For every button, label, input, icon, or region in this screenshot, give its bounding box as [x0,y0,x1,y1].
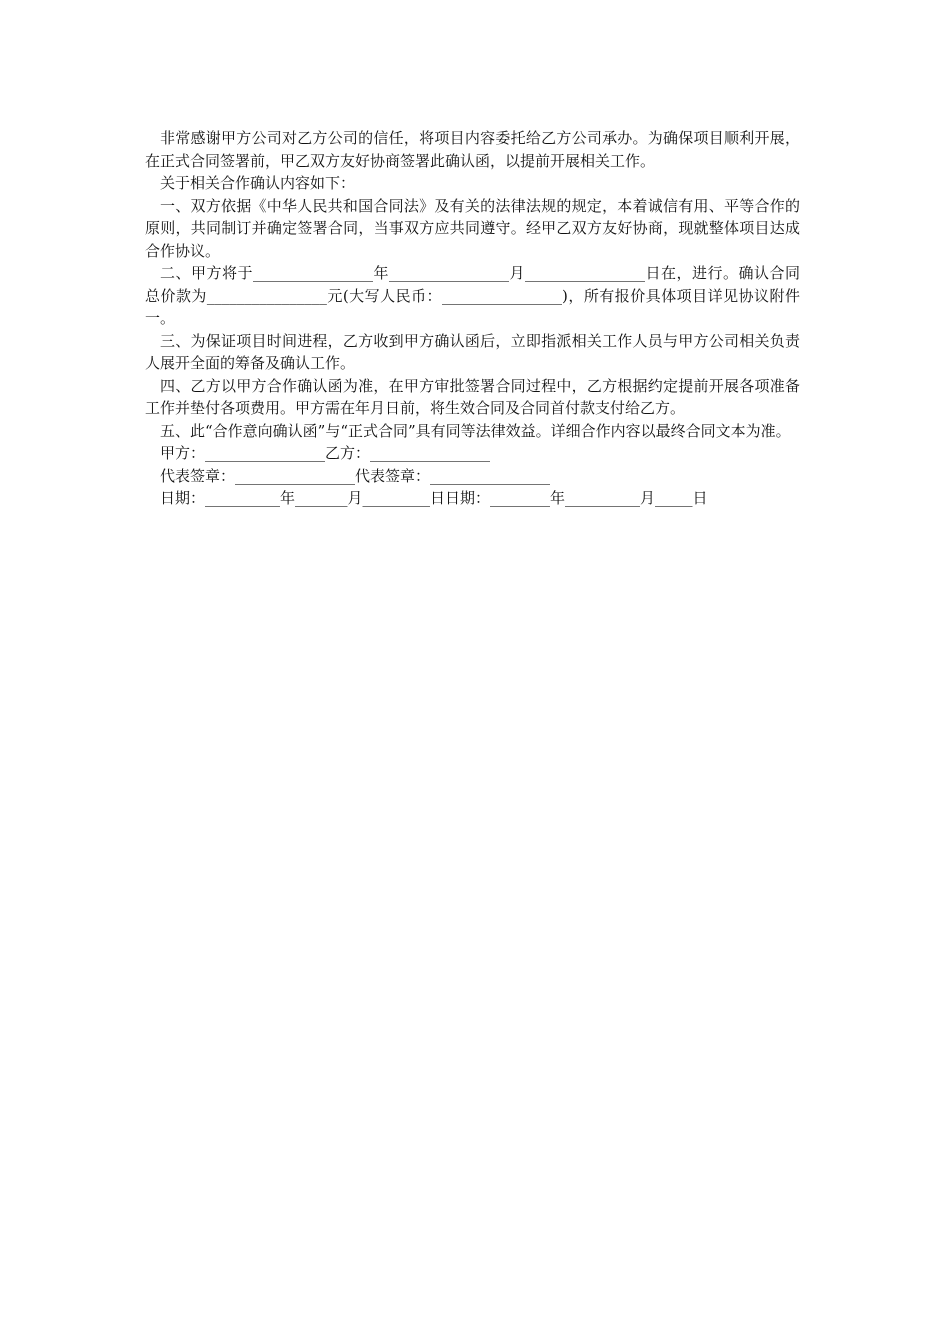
clause-one: 一、双方依据《中华人民共和国合同法》及有关的法律法规的规定，本着诚信有用、平等合作的原则，共同制订并确定签署合同，当事双方应共同遵守。经甲乙双方友好协商，现就整体项目达成合作协议。 [145,196,800,260]
clause-two: 二、甲方将于________________年________________月________________日在，进行。确认合同总价款为________________元(大写人民币：________________)，所有报价具体项目详见协议附件一。 [145,264,800,327]
paragraph-heading: 关于相关合作确认内容如下： [160,174,356,192]
clause-three: 三、为保证项目时间进程，乙方收到甲方确认函后，立即指派相关工作人员与甲方公司相关负责人展开全面的筹备及确认工作。 [145,331,800,372]
signature-representative-line: 代表签章：________________代表签章：________________ [160,466,551,485]
clause-five: 五、此“合作意向确认函”与“正式合同”具有同等法律效益。详细合作内容以最终合同文本为准。 [160,421,791,440]
contract-body [145,127,800,510]
clause-four: 四、乙方以甲方合作确认函为准，在甲方审批签署合同过程中，乙方根据约定提前开展各项准备工作并垫付各项费用。甲方需在年月日前，将生效合同及合同首付款支付给乙方。 [145,376,800,417]
signature-parties-line: 甲方：________________乙方：________________ [160,444,491,462]
paragraph-intro: 非常感谢甲方公司对乙方公司的信任，将项目内容委托给乙方公司承办。为确保项目顺利开展，在正式合同签署前，甲乙双方友好协商签署此确认函，以提前开展相关工作。 [145,129,800,170]
signature-date-line: 日期：__________年_______月_________日日期：________年__________月_____日 [160,489,708,507]
